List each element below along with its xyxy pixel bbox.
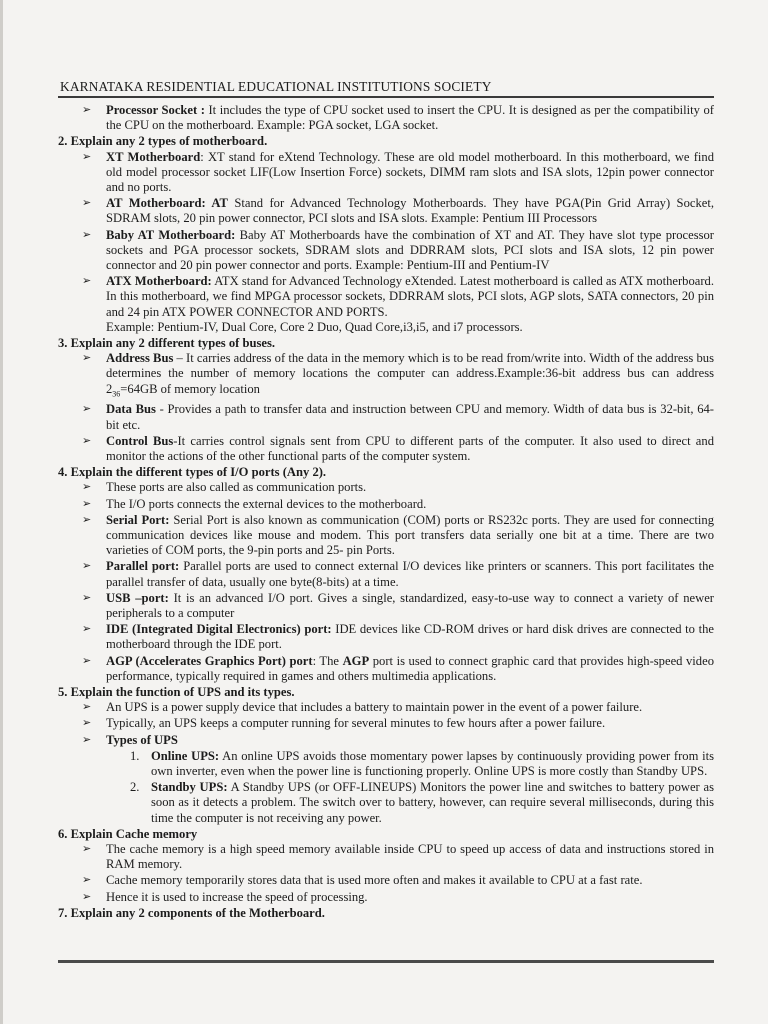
- arrow-bullet-icon: ➢: [82, 560, 92, 573]
- bullet-ide-port: ➢ IDE (Integrated Digital Electronics) port: IDE devices like CD-ROM drives or hard disk drives are connected to the motherboard through the IDE port.: [82, 622, 714, 652]
- bullet-ups-runtime: ➢ Typically, an UPS keeps a computer running for several minutes to few hours after a power failure.: [82, 716, 606, 731]
- arrow-bullet-icon: ➢: [82, 481, 92, 494]
- header-rule: [58, 96, 714, 98]
- bullet-baby-at-motherboard: ➢ Baby AT Motherboard: Baby AT Motherboards have the combination of XT and AT. They have slot type processor sockets and PGA processor sockets, SDRAM slots and DDRRAM slots, PCI slots and ISA slots, 12 pin power connector and 20 pin power connector and ports. Example: Pentium-III and Pentium-IV: [82, 227, 714, 273]
- bullet-cache-definition: ➢ The cache memory is a high speed memory available inside CPU to speed up access of data and instructions stored in RAM memory.: [82, 842, 714, 872]
- page-header: KARNATAKA RESIDENTIAL EDUCATIONAL INSTITUTIONS SOCIETY: [60, 79, 492, 94]
- question-3-heading: 3. Explain any 2 different types of buses.: [58, 336, 276, 351]
- arrow-bullet-icon: ➢: [82, 623, 92, 636]
- bullet-parallel-port: ➢ Parallel port: Parallel ports are used to connect external I/O devices like printers or scanners. This port facilitates the parallel transfer of data, usually one byte(8-bits) at a time.: [82, 559, 715, 589]
- arrow-bullet-icon: ➢: [82, 275, 92, 288]
- document-page: [58, 79, 714, 921]
- bullet-ups-definition: ➢ An UPS is a power supply device that includes a battery to maintain power in the event of a power failure.: [82, 700, 643, 715]
- arrow-bullet-icon: ➢: [82, 352, 92, 365]
- bullet-communication-ports: ➢ These ports are also called as communication ports.: [82, 480, 367, 495]
- arrow-bullet-icon: ➢: [82, 403, 92, 416]
- question-5-heading: 5. Explain the function of UPS and its types.: [58, 685, 295, 700]
- page-edge: [0, 0, 3, 1024]
- question-7-heading: 7. Explain any 2 components of the Motherboard.: [58, 905, 325, 920]
- arrow-bullet-icon: ➢: [82, 104, 92, 116]
- bullet-types-of-ups: ➢ Types of UPS: [82, 732, 178, 747]
- bullet-cache-speed: ➢ Hence it is used to increase the speed of processing.: [82, 889, 368, 904]
- bullet-io-ports: ➢ The I/O ports connects the external devices to the motherboard.: [82, 496, 427, 511]
- bullet-usb-port: ➢ USB –port: It is an advanced I/O port. Gives a single, standardized, easy-to-use way to connect a variety of newer peripherals to a computer: [82, 590, 714, 621]
- arrow-bullet-icon: ➢: [82, 197, 92, 210]
- bullet-data-bus: ➢ Data Bus - Provides a path to transfer data and instruction between CPU and memory. Width of data bus is 32-bit, 64-bit etc.: [82, 402, 714, 432]
- bullet-control-bus: ➢ Control Bus-It carries control signals sent from CPU to different parts of the computer. It also used to direct and monitor the actions of the other functional parts of the computer system.: [82, 433, 714, 463]
- arrow-bullet-icon: ➢: [82, 717, 92, 730]
- numbered-standby-ups: 2. Standby UPS: A Standby UPS (or OFF-LINEUPS) Monitors the power line and switches to battery power as soon as it detects a problem. The switch over to battery, however, can require several milliseconds, during this time the computer is not receiving any power.: [130, 780, 714, 825]
- bullet-cache-storage: ➢ Cache memory temporarily stores data that is used more often and makes it available to CPU at a fast rate.: [82, 873, 643, 888]
- question-4-heading: 4. Explain the different types of I/O ports (Any 2).: [58, 465, 327, 480]
- arrow-bullet-icon: ➢: [82, 228, 92, 241]
- bullet-serial-port: ➢ Serial Port: Serial Port is also known as communication (COM) ports or RS232c ports. They are used for connecting communication devices like mouse and modem. This port transfers data serially one bit at a time. There are two varieties of COM ports, the 9-pin ports and 25- pin Ports.: [82, 512, 715, 558]
- bullet-agp-port: ➢ AGP (Accelerates Graphics Port) port: The AGP port is used to connect graphic card that provides high-speed video performance, typically required in games and others multimedia applications.: [82, 653, 714, 683]
- bullet-address-bus: ➢ Address Bus – It carries address of the data in the memory which is to be read from/write into. Width of the address bus determines the number of memory locations the computer can address.Example:36-bit address bus can address $2_{36}=64GB$ of memory location: [82, 351, 714, 399]
- bullet-at-motherboard: ➢ AT Motherboard: AT Stand for Advanced Technology Motherboards. They have PGA(Pin Grid Array) Socket, SDRAM slots, 20 pin power connector, PCI slots and ISA slots. Example: Pentium III Processors: [82, 196, 714, 226]
- arrow-bullet-icon: ➢: [82, 434, 92, 447]
- arrow-bullet-icon: ➢: [82, 874, 92, 887]
- arrow-bullet-icon: ➢: [82, 843, 92, 856]
- question-6-heading: 6. Explain Cache memory: [58, 826, 198, 841]
- numbered-online-ups: 1. Online UPS: An online UPS avoids those momentary power lapses by continuously providing power from its own inverter, even when the power line is functioning properly. Online UPS is more costly than Standby UPS.: [130, 748, 714, 779]
- footer-rule: [58, 960, 714, 963]
- arrow-bullet-icon: ➢: [82, 654, 92, 667]
- bullet-xt-motherboard: ➢ XT Motherboard: XT stand for eXtend Technology. These are old model motherboard. In this motherboard, we find old model processor socket LIF(Low Insertion Force) sockets, DIMM ram slots and ISA slots, 12pin power connector and no ports.: [82, 149, 715, 195]
- arrow-bullet-icon: ➢: [82, 150, 92, 163]
- arrow-bullet-icon: ➢: [82, 733, 92, 746]
- arrow-bullet-icon: ➢: [82, 701, 92, 714]
- arrow-bullet-icon: ➢: [82, 890, 92, 903]
- arrow-bullet-icon: ➢: [82, 497, 92, 510]
- arrow-bullet-icon: ➢: [82, 513, 92, 526]
- arrow-bullet-icon: ➢: [82, 591, 92, 604]
- question-2-heading: 2. Explain any 2 types of motherboard.: [58, 134, 268, 149]
- bullet-processor-socket: ➢ Processor Socket : It includes the type of CPU socket used to insert the CPU. It is designed as per the compatibility of the CPU on the motherboard. Example: PGA socket, LGA socket.: [82, 103, 714, 133]
- bullet-atx-motherboard: ➢ ATX Motherboard: ATX stand for Advanced Technology eXtended. Latest motherboard is called as ATX motherboard. In this motherboard, we find MPGA processor sockets, DDRRAM slots, PCI slots, AGP slots, SATA connectors, 20 pin and 24 pin ATX POWER CONNECTOR AND PORTS. Example: Pentium-IV, Dual Core, Core 2 Duo, Quad Core,i3,i5, and i7 processors.: [82, 274, 715, 334]
